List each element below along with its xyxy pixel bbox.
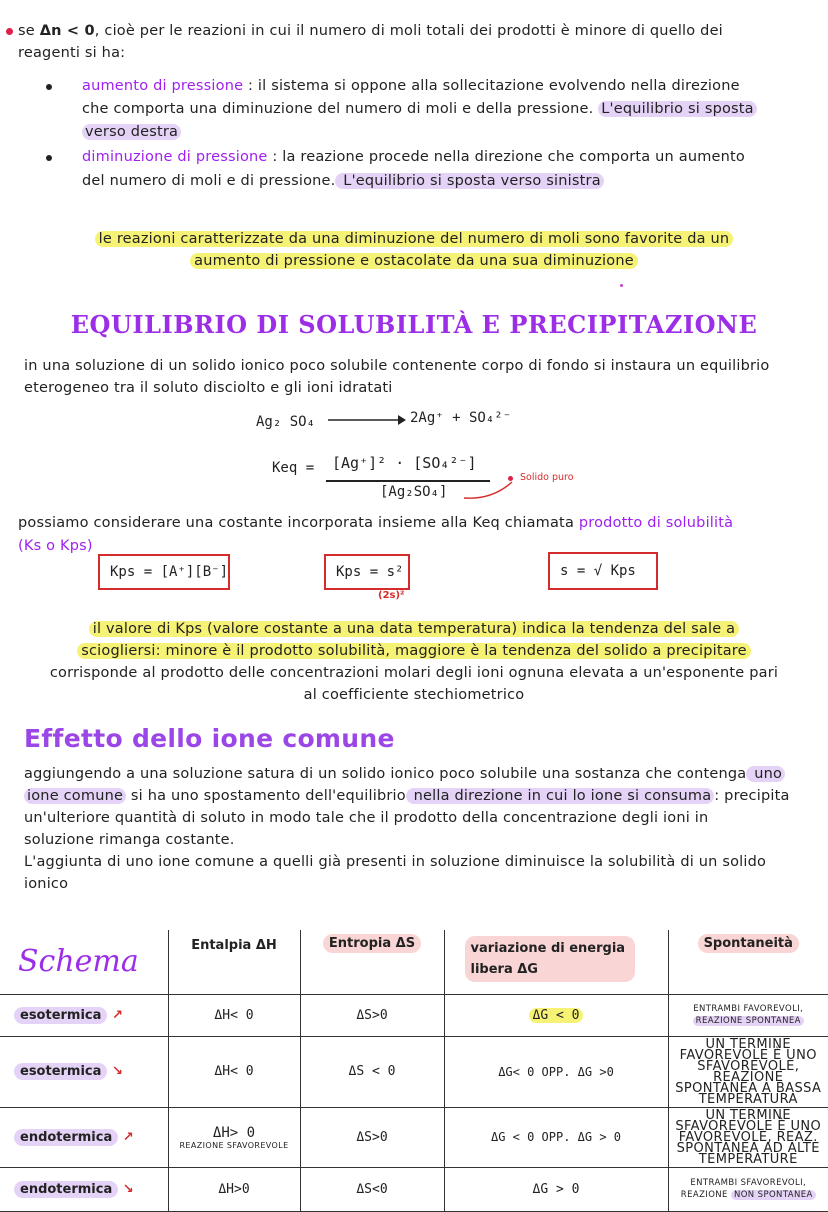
kps-formula-box-2 — [324, 554, 410, 590]
header-enthalpy-text: Entalpia ΔH — [191, 938, 277, 953]
reaction-products: 2Ag⁺ + SO₄²⁻ — [410, 410, 511, 426]
header-entropy-text: Entropia ΔS — [323, 934, 421, 953]
table-row — [0, 1036, 828, 1107]
yellow-note-text-2: aumento di pressione e ostacolate da una sua diminuzione — [190, 253, 638, 269]
common-ion-highlight-1: uno — [746, 766, 785, 782]
kps-plain-line-2: al coefficiente stechiometrico — [0, 684, 828, 706]
section-title-solubility: EQUILIBRIO DI SOLUBILITÀ E PRECIPITAZIONE — [0, 310, 828, 339]
bullet-2-term: diminuzione di pressione — [82, 149, 268, 165]
spontaneity-cell — [668, 1167, 828, 1211]
arrow-down-icon: ↘ — [123, 1182, 134, 1197]
bullet-1-highlight: L'equilibrio si sposta — [598, 101, 757, 117]
row-label-text: esotermica — [14, 1007, 107, 1024]
yellow-note-text-1: le reazioni caratterizzate da una diminuzione del numero di moli sono favorite da un — [95, 231, 734, 247]
common-ion-highlight-2: ione comune — [24, 788, 126, 804]
row-label-text: esotermica — [14, 1063, 107, 1080]
solubility-para-1: in una soluzione di un solido ionico poco solubile contenente corpo di fondo si instaura un equilibrio — [24, 355, 770, 377]
curve-arrow-icon — [462, 478, 518, 502]
kps-yellow-line-2 — [0, 640, 828, 662]
ds-cell: ΔS<0 — [300, 1167, 444, 1211]
table-row — [0, 994, 828, 1036]
delta-n-symbol: Δn < 0 — [40, 23, 95, 39]
bullet-1-term: aumento di pressione — [82, 78, 243, 94]
dh-cell: ΔH>0 — [168, 1167, 300, 1211]
spontaneity-cell — [668, 994, 828, 1036]
ds-cell: ΔS>0 — [300, 994, 444, 1036]
bullet-1-highlight-2: verso destra — [82, 124, 181, 140]
kps-formula-2-note: (2s)² — [378, 590, 404, 601]
dg-value: ΔG < 0 — [529, 1008, 584, 1023]
kps-formula-3: s = √ Kps — [560, 563, 636, 579]
intro-rest: , cioè per le reazioni in cui il numero di moli totali dei prodotti è minore di quello dei — [95, 23, 723, 39]
spontaneity-highlight: NON SPONTANEA — [731, 1190, 816, 1200]
yellow-note-line-2 — [0, 250, 828, 272]
kps-yellow-line-1 — [0, 618, 828, 640]
spontaneity-text: ENTRAMBI SFAVOREVOLI, — [669, 1177, 828, 1189]
kps-line-2: (Ks o Kps) — [18, 535, 93, 557]
dg-cell: ΔG > 0 — [444, 1167, 668, 1211]
kps-formula-box-1 — [98, 554, 230, 590]
kps-formula-1: Kps = [A⁺][B⁻] — [110, 564, 228, 580]
dh-cell: ΔH< 0 — [168, 1036, 300, 1107]
keq-numerator: [Ag⁺]² · [SO₄²⁻] — [332, 454, 477, 472]
bullet-2-text: del numero di moli e di pressione. — [82, 173, 335, 189]
row-label-text: endotermica — [14, 1181, 118, 1198]
spontaneity-cell: UN TERMINE SFAVOREVOLE È UNO FAVOREVOLE, REAZ. SPONTANEA AD ALTE TEMPERATURE — [668, 1107, 828, 1167]
kps-yellow-text-1: il valore di Kps (valore costante a una data temperatura) indica la tendenza del sale a — [89, 621, 740, 637]
row-label-text: endotermica — [14, 1129, 118, 1146]
common-ion-line-4: soluzione rimanga costante. — [24, 829, 235, 851]
kps-formula-box-3 — [548, 552, 658, 590]
bullet-2-rest: : la reazione procede nella direzione che comporta un aumento — [268, 149, 745, 165]
header-spontaneity-text: Spontaneità — [698, 934, 799, 953]
schema-title: Schema — [18, 944, 139, 979]
ds-cell: ΔS>0 — [300, 1107, 444, 1167]
row-label — [0, 1167, 168, 1211]
row-label — [0, 994, 168, 1036]
schema-table — [0, 930, 828, 1212]
intro-line-2: reagenti si ha: — [18, 42, 125, 64]
red-bullet-dot — [6, 28, 13, 35]
header-spontaneity — [668, 930, 828, 994]
bullet-dot — [46, 84, 52, 90]
header-free-energy — [444, 930, 668, 994]
solubility-para-2: eterogeneo tra il soluto disciolto e gli ioni idratati — [24, 377, 393, 399]
intro-line-1 — [18, 20, 723, 42]
dh-cell: ΔH< 0 — [168, 994, 300, 1036]
dh-value: ΔH> 0 — [169, 1125, 300, 1141]
common-ion-line-3: un'ulteriore quantità di soluto in modo tale che il prodotto della concentrazione degli ioni in — [24, 807, 708, 829]
common-ion-line-5: L'aggiunta di uno ione comune a quelli già presenti in soluzione diminuisce la solubilità di un solido — [24, 851, 766, 873]
bullet-1-line-1 — [82, 75, 740, 97]
bullet-2-highlight: L'equilibrio si sposta verso sinistra — [335, 173, 603, 189]
header-free-energy-text: variazione di energia libera ΔG — [465, 936, 635, 982]
dg-cell — [444, 994, 668, 1036]
bullet-1-text: che comporta una diminuzione del numero di moli e della pressione. — [82, 101, 598, 117]
spontaneity-prefix: REAZIONE — [681, 1190, 731, 1200]
arrow-up-icon: ↗ — [123, 1130, 134, 1145]
schema-title-cell — [0, 930, 168, 994]
common-ion-highlight-3: nella direzione in cui lo ione si consuma — [406, 788, 714, 804]
dh-cell — [168, 1107, 300, 1167]
common-ion-line-2 — [24, 785, 790, 807]
section-title-common-ion: Effetto dello ione comune — [24, 724, 395, 753]
kps-formula-2: Kps = s² — [336, 564, 403, 580]
table-row — [0, 1107, 828, 1167]
keq-denominator: [Ag₂SO₄] — [380, 484, 447, 500]
reaction-arrow-icon — [326, 412, 406, 428]
ds-cell: ΔS < 0 — [300, 1036, 444, 1107]
spontaneity-highlight: REAZIONE SPONTANEA — [693, 1016, 804, 1026]
header-entropy — [300, 930, 444, 994]
bullet-1-line-2 — [82, 98, 757, 120]
common-ion-text-1: aggiungendo a una soluzione satura di un solido ionico poco solubile una sostanza che contenga — [24, 766, 746, 782]
kps-plain-line-1: corrisponde al prodotto delle concentrazioni molari degli ioni ognuna elevata a un'esponente pari — [0, 662, 828, 684]
kps-term: prodotto di solubilità — [579, 515, 733, 531]
common-ion-text-2: si ha uno spostamento dell'equilibrio — [126, 788, 406, 804]
row-label — [0, 1107, 168, 1167]
spontaneity-cell: UN TERMINE FAVOREVOLE È UNO SFAVOREVOLE, REAZIONE SPONTANEA A BASSA TEMPERATURA — [668, 1036, 828, 1107]
kps-yellow-text-2: sciogliersi: minore è il prodotto solubilità, maggiore è la tendenza del solido a precipitare — [77, 643, 751, 659]
keq-note-dot — [508, 476, 513, 481]
bullet-dot — [46, 155, 52, 161]
yellow-note-line-1 — [0, 228, 828, 250]
dg-cell: ΔG< 0 OPP. ΔG >0 — [444, 1036, 668, 1107]
bullet-1-rest: : il sistema si oppone alla sollecitazione evolvendo nella direzione — [243, 78, 740, 94]
dg-cell: ΔG < 0 OPP. ΔG > 0 — [444, 1107, 668, 1167]
common-ion-text-3: : precipita — [714, 788, 789, 804]
row-label — [0, 1036, 168, 1107]
kps-line-1 — [18, 512, 733, 534]
schema-header-row — [0, 930, 828, 994]
reaction-reactant: Ag₂ SO₄ — [256, 414, 315, 430]
arrow-down-icon: ↘ — [112, 1064, 123, 1079]
common-ion-line-1 — [24, 763, 785, 785]
dh-note: REAZIONE SFAVOREVOLE — [169, 1141, 300, 1150]
header-enthalpy — [168, 930, 300, 994]
spontaneity-text: ENTRAMBI FAVOREVOLI, — [669, 1003, 828, 1015]
bullet-2-line-2 — [82, 170, 604, 192]
bullet-1-line-3 — [82, 121, 181, 143]
table-row — [0, 1167, 828, 1211]
stray-dot — [620, 284, 623, 287]
bullet-2-line-1 — [82, 146, 745, 168]
kps-intro-text: possiamo considerare una costante incorporata insieme alla Keq chiamata — [18, 515, 579, 531]
common-ion-line-6: ionico — [24, 873, 68, 895]
arrow-up-icon: ↗ — [112, 1008, 123, 1023]
intro-prefix: se — [18, 23, 40, 39]
keq-label: Keq = — [272, 460, 314, 476]
keq-note: Solido puro — [520, 472, 574, 483]
